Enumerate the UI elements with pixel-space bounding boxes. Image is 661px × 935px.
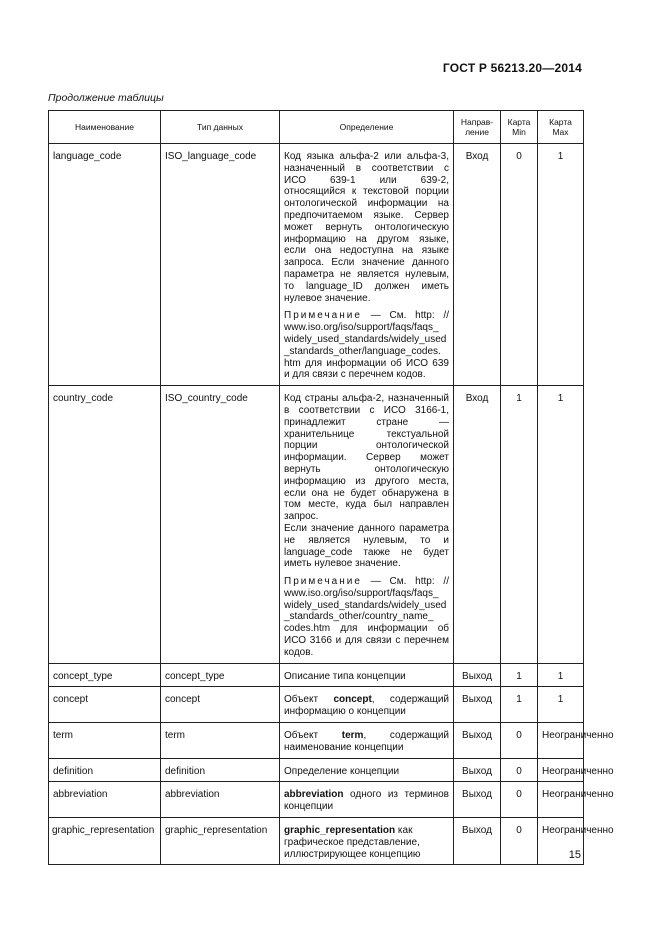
cell-name: term <box>49 723 161 759</box>
cell-type: concept <box>161 687 280 723</box>
def-bold-term: abbreviation <box>284 789 344 801</box>
cell-direction: Выход <box>454 782 501 818</box>
header-card-max: Карта Max <box>538 111 584 144</box>
table-row <box>49 687 584 723</box>
header-card-min: Карта Min <box>501 111 538 144</box>
cell-direction: Выход <box>454 687 501 723</box>
cell-direction: Вход <box>454 386 501 664</box>
cell-definition <box>280 386 454 664</box>
table-row <box>49 723 584 759</box>
cell-card-max: Неограниченно <box>538 818 584 865</box>
cell-definition: Определение концепции <box>280 758 454 782</box>
cell-card-max: 1 <box>538 663 584 687</box>
table-header-row <box>49 111 584 144</box>
cell-name: concept <box>49 687 161 723</box>
table-row <box>49 782 584 818</box>
cell-card-max: 1 <box>538 144 584 386</box>
def-bold-term: term <box>341 730 364 742</box>
def-suffix: как графическое представление, иллюстрирующее концепцию <box>284 825 421 860</box>
cell-definition <box>280 144 454 386</box>
cell-type: definition <box>161 758 280 782</box>
def-prefix: Объект <box>284 730 342 742</box>
cell-card-min: 0 <box>501 782 538 818</box>
definition-text: Код страны альфа-2, назначенный в соответствии с ИСО 3166-1, принадлежит стране — хранительнице текстуальной порции онтологической информации. Сервер может вернуть онтологическую информацию из другого места, если она не будет обнаружена в том месте, куда был направлен запрос. <box>284 393 449 523</box>
table-row <box>49 818 584 865</box>
def-prefix: Объект <box>284 694 334 706</box>
cell-type: concept_type <box>161 663 280 687</box>
header-direction: Направ- ление <box>454 111 501 144</box>
cell-definition <box>280 723 454 759</box>
cell-type: ISO_country_code <box>161 386 280 664</box>
cell-type: graphic_representation <box>161 818 280 865</box>
def-bold-term: graphic_representation <box>284 825 396 837</box>
cell-card-max: Неограниченно <box>538 758 584 782</box>
cell-card-min: 0 <box>501 818 538 865</box>
cell-direction: Вход <box>454 144 501 386</box>
cell-name: concept_type <box>49 663 161 687</box>
note-label: Примечание <box>284 310 362 322</box>
table-row <box>49 663 584 687</box>
cell-card-max: Неограниченно <box>538 782 584 818</box>
cell-name: language_code <box>49 144 161 386</box>
cell-definition <box>280 782 454 818</box>
def-bold-term: concept <box>333 694 372 706</box>
table-caption: Продолжение таблицы <box>48 92 164 104</box>
header-definition: Определение <box>280 111 454 144</box>
definition-text-2: Если значение данного параметра не является нулевым, то и language_code также не будет иметь нулевое значение. <box>284 522 449 570</box>
cell-type: term <box>161 723 280 759</box>
cell-direction: Выход <box>454 818 501 865</box>
def-suffix: одного из терминов концепции <box>284 789 449 813</box>
cell-card-min: 0 <box>501 723 538 759</box>
cell-type: ISO_language_code <box>161 144 280 386</box>
table-row <box>49 386 584 664</box>
cell-direction: Выход <box>454 758 501 782</box>
cell-card-min: 0 <box>501 758 538 782</box>
page-number: 15 <box>568 849 581 861</box>
def-suffix: , содержащий информацию о концепции <box>284 694 449 718</box>
cell-card-max: Неограниченно <box>538 723 584 759</box>
cell-type: abbreviation <box>161 782 280 818</box>
cell-card-min: 1 <box>501 687 538 723</box>
definition-note <box>284 576 449 659</box>
cell-card-min: 1 <box>501 386 538 664</box>
cell-name: abbreviation <box>49 782 161 818</box>
definition-note <box>284 310 449 381</box>
cell-direction: Выход <box>454 723 501 759</box>
cell-definition: Описание типа концепции <box>280 663 454 687</box>
cell-card-max: 1 <box>538 386 584 664</box>
cell-definition <box>280 818 454 865</box>
cell-name: country_code <box>49 386 161 664</box>
def-suffix: , содержащий наименование концепции <box>284 730 449 753</box>
parameters-table <box>48 110 614 865</box>
header-type: Тип данных <box>161 111 280 144</box>
cell-card-max: 1 <box>538 687 584 723</box>
note-text: — См. http: // www.iso.org/iso/support/faqs/faqs_ widely_used_standards/widely_used _standards_other/country_name_ codes.htm для информации об ИСО 3166 и для связи с перечнем кодов. <box>284 576 449 658</box>
cell-card-min: 1 <box>501 663 538 687</box>
cell-direction: Выход <box>454 663 501 687</box>
note-text: — См. http: // www.iso.org/iso/support/faqs/faqs_ widely_used_standards/widely_used _standards_other/language_codes. htm для информации об ИСО 639 и для связи с перечнем кодов. <box>284 310 449 381</box>
cell-name: graphic_representation <box>49 818 161 865</box>
note-label: Примечание <box>284 576 362 588</box>
cell-card-min: 0 <box>501 144 538 386</box>
table-row <box>49 758 584 782</box>
standard-code: ГОСТ Р 56213.20—2014 <box>442 61 582 75</box>
cell-definition <box>280 687 454 723</box>
cell-name: definition <box>49 758 161 782</box>
table-row <box>49 144 584 386</box>
definition-text: Код языка альфа-2 или альфа-3, назначенный в соответствии с ИСО 639-1 или 639-2, относящийся к текстовой порции онтологической информации на предпочитаемом языке. Сервер может вернуть онтологическую информацию на другом языке, если она недоступна на языке запроса. Если значение данного параметра не является нулевым, то language_ID должен иметь нулевое значение. <box>284 151 449 304</box>
header-name: Наименование <box>49 111 161 144</box>
